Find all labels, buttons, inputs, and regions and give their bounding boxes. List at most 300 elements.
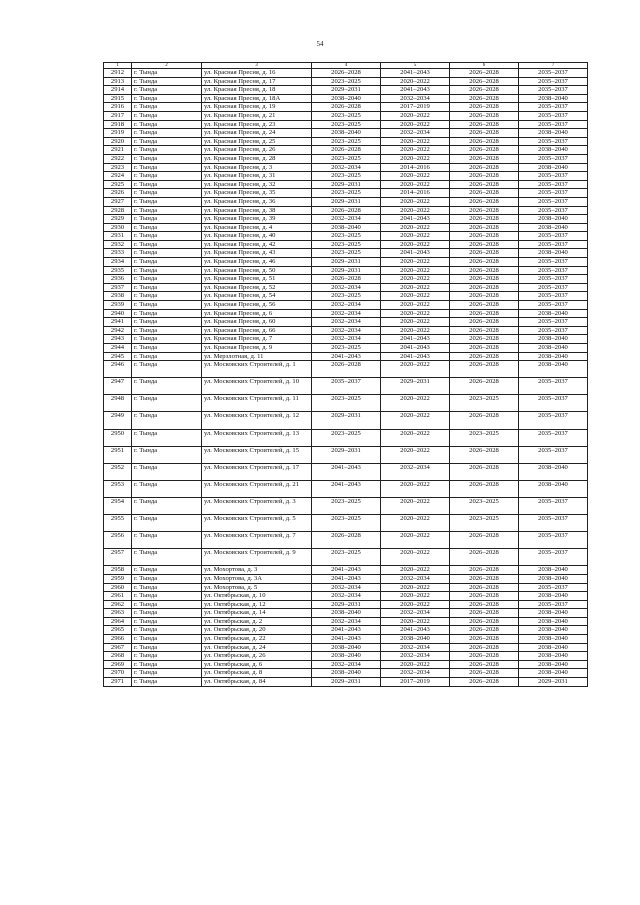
address-text: ул. Красная Пресня, д. 42	[204, 240, 276, 248]
register-table	[103, 62, 588, 687]
city-cell: г. Тында	[132, 154, 202, 163]
period-col6-cell: 2026–2028	[450, 626, 519, 635]
table-row	[104, 335, 588, 344]
address-text: ул. Октябрьская, д. 22	[204, 635, 266, 643]
period-col6-cell: 2023–2025	[450, 395, 519, 412]
table-row	[104, 180, 588, 189]
address-cell	[202, 395, 312, 412]
period-col5-cell: 2020–2022	[381, 446, 450, 463]
table-row	[104, 617, 588, 626]
address-text: ул. Красная Пресня, д. 52	[204, 283, 276, 291]
period-col5-cell: 2020–2022	[381, 154, 450, 163]
address-cell	[202, 566, 312, 575]
period-col4-cell: 2023–2025	[312, 515, 381, 532]
period-col6-cell: 2026–2028	[450, 172, 519, 181]
address-cell	[202, 626, 312, 635]
period-col6-cell: 2023–2025	[450, 429, 519, 446]
address-text: ул. Московских Строителей, д. 9	[204, 549, 296, 557]
period-col7-cell: 2035–2037	[519, 429, 588, 446]
period-col7-cell: 2035–2037	[519, 120, 588, 129]
table-row	[104, 660, 588, 669]
address-text: ул. Красная Пресня, д. 31	[204, 172, 276, 180]
address-cell	[202, 77, 312, 86]
address-cell	[202, 480, 312, 497]
period-col6-cell: 2026–2028	[450, 574, 519, 583]
address-text: ул. Московских Строителей, д. 7	[204, 532, 296, 540]
period-col4-cell: 2041–2043	[312, 352, 381, 361]
table-row	[104, 120, 588, 129]
table-row	[104, 137, 588, 146]
period-col5-cell: 2041–2043	[381, 626, 450, 635]
period-col7-cell: 2035–2037	[519, 412, 588, 429]
city-cell: г. Тында	[132, 480, 202, 497]
period-col5-cell: 2020–2022	[381, 326, 450, 335]
period-col7-cell: 2038–2040	[519, 635, 588, 644]
city-cell: г. Тында	[132, 344, 202, 353]
period-col4-cell: 2032–2034	[312, 592, 381, 601]
city-cell: г. Тында	[132, 249, 202, 258]
period-col5-cell: 2032–2034	[381, 643, 450, 652]
period-col5-cell: 2032–2034	[381, 463, 450, 480]
period-col7-cell: 2035–2037	[519, 86, 588, 95]
address-text: ул. Мохортова, д. 5	[204, 583, 258, 591]
address-text: ул. Октябрьская, д. 84	[204, 678, 266, 686]
column-number: 5	[381, 63, 450, 69]
period-col6-cell: 2026–2028	[450, 120, 519, 129]
address-cell	[202, 69, 312, 78]
address-text: ул. Красная Пресня, д. 25	[204, 137, 276, 145]
period-col5-cell: 2032–2034	[381, 652, 450, 661]
period-col7-cell: 2035–2037	[519, 549, 588, 566]
period-col7-cell: 2038–2040	[519, 669, 588, 678]
address-text: ул. Красная Пресня, д. 3	[204, 163, 273, 171]
table-row	[104, 635, 588, 644]
address-cell	[202, 137, 312, 146]
row-number: 2935	[104, 266, 132, 275]
address-text: ул. Октябрьская, д. 2	[204, 617, 263, 625]
period-col5-cell: 2020–2022	[381, 137, 450, 146]
row-number: 2945	[104, 352, 132, 361]
period-col5-cell: 2020–2022	[381, 111, 450, 120]
period-col7-cell: 2035–2037	[519, 258, 588, 267]
address-cell	[202, 446, 312, 463]
period-col7-cell: 2038–2040	[519, 566, 588, 575]
table-row	[104, 94, 588, 103]
table-row	[104, 344, 588, 353]
period-col6-cell: 2026–2028	[450, 566, 519, 575]
table-row	[104, 412, 588, 429]
city-cell: г. Тында	[132, 266, 202, 275]
table-row	[104, 626, 588, 635]
city-cell: г. Тында	[132, 617, 202, 626]
address-text: ул. Красная Пресня, д. 32	[204, 180, 276, 188]
period-col6-cell: 2026–2028	[450, 660, 519, 669]
address-cell	[202, 292, 312, 301]
city-cell: г. Тында	[132, 77, 202, 86]
address-text: ул. Московских Строителей, д. 21	[204, 480, 300, 488]
period-col7-cell: 2038–2040	[519, 335, 588, 344]
address-text: ул. Октябрьская, д. 6	[204, 660, 263, 668]
period-col4-cell: 2023–2025	[312, 189, 381, 198]
period-col7-cell: 2038–2040	[519, 574, 588, 583]
period-col4-cell: 2032–2034	[312, 301, 381, 310]
city-cell: г. Тында	[132, 137, 202, 146]
period-col4-cell: 2026–2028	[312, 146, 381, 155]
address-cell	[202, 600, 312, 609]
period-col5-cell: 2032–2034	[381, 129, 450, 138]
period-col4-cell: 2032–2034	[312, 326, 381, 335]
table-row	[104, 326, 588, 335]
row-number: 2960	[104, 583, 132, 592]
city-cell: г. Тында	[132, 335, 202, 344]
period-col5-cell: 2020–2022	[381, 223, 450, 232]
city-cell: г. Тында	[132, 446, 202, 463]
address-text: ул. Московских Строителей, д. 13	[204, 429, 300, 437]
period-col6-cell: 2026–2028	[450, 163, 519, 172]
address-cell	[202, 86, 312, 95]
address-cell	[202, 240, 312, 249]
city-cell: г. Тында	[132, 120, 202, 129]
period-col5-cell: 2020–2022	[381, 240, 450, 249]
address-cell	[202, 206, 312, 215]
city-cell: г. Тында	[132, 574, 202, 583]
period-col6-cell: 2026–2028	[450, 361, 519, 378]
row-number: 2917	[104, 111, 132, 120]
period-col5-cell: 2020–2022	[381, 309, 450, 318]
address-text: ул. Красная Пресня, д. 6	[204, 309, 273, 317]
row-number: 2932	[104, 240, 132, 249]
period-col4-cell: 2023–2025	[312, 395, 381, 412]
address-text: ул. Красная Пресня, д. 39	[204, 215, 276, 223]
period-col4-cell: 2032–2034	[312, 309, 381, 318]
period-col4-cell: 2023–2025	[312, 120, 381, 129]
period-col7-cell: 2035–2037	[519, 232, 588, 241]
period-col6-cell: 2026–2028	[450, 189, 519, 198]
period-col6-cell: 2026–2028	[450, 446, 519, 463]
period-col5-cell: 2020–2022	[381, 301, 450, 310]
address-cell	[202, 497, 312, 514]
table-row	[104, 643, 588, 652]
period-col6-cell: 2026–2028	[450, 154, 519, 163]
period-col5-cell: 2020–2022	[381, 549, 450, 566]
address-cell	[202, 258, 312, 267]
row-number: 2926	[104, 189, 132, 198]
period-col7-cell: 2035–2037	[519, 395, 588, 412]
address-cell	[202, 318, 312, 327]
address-text: ул. Московских Строителей, д. 3	[204, 497, 296, 505]
period-col5-cell: 2041–2043	[381, 352, 450, 361]
table-row	[104, 600, 588, 609]
period-col5-cell: 2020–2022	[381, 318, 450, 327]
row-number: 2967	[104, 643, 132, 652]
address-cell	[202, 120, 312, 129]
address-cell	[202, 592, 312, 601]
table-row	[104, 86, 588, 95]
period-col7-cell: 2038–2040	[519, 626, 588, 635]
city-cell: г. Тында	[132, 69, 202, 78]
row-number: 2924	[104, 172, 132, 181]
address-cell	[202, 172, 312, 181]
row-number: 2950	[104, 429, 132, 446]
period-col6-cell: 2026–2028	[450, 592, 519, 601]
row-number: 2920	[104, 137, 132, 146]
table-row	[104, 652, 588, 661]
period-col7-cell: 2035–2037	[519, 326, 588, 335]
period-col7-cell: 2035–2037	[519, 103, 588, 112]
period-col6-cell: 2026–2028	[450, 335, 519, 344]
address-text: ул. Красная Пресня, д. 23	[204, 120, 276, 128]
row-number: 2914	[104, 86, 132, 95]
period-col4-cell: 2032–2034	[312, 335, 381, 344]
period-col4-cell: 2029–2031	[312, 180, 381, 189]
period-col4-cell: 2032–2034	[312, 163, 381, 172]
period-col7-cell: 2035–2037	[519, 283, 588, 292]
period-col5-cell: 2020–2022	[381, 395, 450, 412]
address-text: ул. Красная Пресня, д. 66	[204, 326, 276, 334]
period-col6-cell: 2026–2028	[450, 77, 519, 86]
address-cell	[202, 583, 312, 592]
table-row	[104, 669, 588, 678]
address-cell	[202, 532, 312, 549]
period-col6-cell: 2026–2028	[450, 258, 519, 267]
period-col6-cell: 2026–2028	[450, 249, 519, 258]
city-cell: г. Тында	[132, 361, 202, 378]
address-cell	[202, 652, 312, 661]
address-cell	[202, 549, 312, 566]
period-col5-cell: 2020–2022	[381, 566, 450, 575]
period-col4-cell: 2023–2025	[312, 292, 381, 301]
period-col5-cell: 2020–2022	[381, 515, 450, 532]
address-text: ул. Октябрьская, д. 24	[204, 643, 266, 651]
period-col7-cell: 2035–2037	[519, 189, 588, 198]
period-col4-cell: 2038–2040	[312, 223, 381, 232]
address-cell	[202, 163, 312, 172]
table-row	[104, 215, 588, 224]
period-col5-cell: 2020–2022	[381, 292, 450, 301]
period-col7-cell: 2035–2037	[519, 515, 588, 532]
address-text: ул. Московских Строителей, д. 10	[204, 378, 300, 386]
address-cell	[202, 111, 312, 120]
period-col4-cell: 2038–2040	[312, 643, 381, 652]
row-number: 2966	[104, 635, 132, 644]
row-number: 2919	[104, 129, 132, 138]
row-number: 2931	[104, 232, 132, 241]
table-row	[104, 574, 588, 583]
table-row	[104, 352, 588, 361]
period-col7-cell: 2035–2037	[519, 180, 588, 189]
period-col5-cell: 2020–2022	[381, 283, 450, 292]
address-text: ул. Красная Пресня, д. 60	[204, 318, 276, 326]
table-row	[104, 240, 588, 249]
address-text: ул. Московских Строителей, д. 12	[204, 412, 300, 420]
address-text: ул. Красная Пресня, д. 50	[204, 266, 276, 274]
period-col6-cell: 2026–2028	[450, 643, 519, 652]
row-number: 2938	[104, 292, 132, 301]
period-col7-cell: 2038–2040	[519, 352, 588, 361]
table-row	[104, 429, 588, 446]
period-col7-cell: 2038–2040	[519, 592, 588, 601]
table-row	[104, 163, 588, 172]
period-col7-cell: 2038–2040	[519, 463, 588, 480]
period-col4-cell: 2029–2031	[312, 258, 381, 267]
address-text: ул. Красная Пресня, д. 40	[204, 232, 276, 240]
address-text: ул. Красная Пресня, д. 35	[204, 189, 276, 197]
city-cell: г. Тында	[132, 283, 202, 292]
period-col7-cell: 2035–2037	[519, 69, 588, 78]
period-col4-cell: 2029–2031	[312, 412, 381, 429]
row-number: 2958	[104, 566, 132, 575]
row-number: 2965	[104, 626, 132, 635]
period-col5-cell: 2032–2034	[381, 94, 450, 103]
period-col7-cell: 2038–2040	[519, 652, 588, 661]
address-cell	[202, 669, 312, 678]
row-number: 2936	[104, 275, 132, 284]
period-col6-cell: 2026–2028	[450, 600, 519, 609]
period-col6-cell: 2026–2028	[450, 215, 519, 224]
table-row	[104, 292, 588, 301]
period-col6-cell: 2026–2028	[450, 86, 519, 95]
period-col6-cell: 2026–2028	[450, 240, 519, 249]
address-cell	[202, 412, 312, 429]
row-number: 2951	[104, 446, 132, 463]
period-col6-cell: 2026–2028	[450, 223, 519, 232]
table-row	[104, 592, 588, 601]
period-col7-cell: 2035–2037	[519, 378, 588, 395]
address-text: ул. Красная Пресня, д. 17	[204, 77, 276, 85]
period-col6-cell: 2026–2028	[450, 180, 519, 189]
period-col5-cell: 2017–2019	[381, 678, 450, 687]
city-cell: г. Тында	[132, 258, 202, 267]
city-cell: г. Тында	[132, 275, 202, 284]
address-cell	[202, 283, 312, 292]
address-cell	[202, 643, 312, 652]
period-col5-cell: 2032–2034	[381, 669, 450, 678]
period-col4-cell: 2038–2040	[312, 129, 381, 138]
period-col5-cell: 2020–2022	[381, 592, 450, 601]
address-cell	[202, 326, 312, 335]
period-col5-cell: 2041–2043	[381, 69, 450, 78]
address-text: ул. Красная Пресня, д. 56	[204, 301, 276, 309]
period-col4-cell: 2029–2031	[312, 600, 381, 609]
period-col5-cell: 2020–2022	[381, 232, 450, 241]
period-col7-cell: 2038–2040	[519, 215, 588, 224]
period-col4-cell: 2026–2028	[312, 69, 381, 78]
period-col5-cell: 2041–2043	[381, 215, 450, 224]
city-cell: г. Тында	[132, 429, 202, 446]
address-text: ул. Октябрьская, д. 8	[204, 669, 263, 677]
row-number: 2959	[104, 574, 132, 583]
period-col5-cell: 2032–2034	[381, 609, 450, 618]
row-number: 2915	[104, 94, 132, 103]
city-cell: г. Тында	[132, 163, 202, 172]
period-col6-cell: 2026–2028	[450, 292, 519, 301]
period-col6-cell: 2026–2028	[450, 480, 519, 497]
period-col4-cell: 2023–2025	[312, 232, 381, 241]
period-col7-cell: 2035–2037	[519, 318, 588, 327]
period-col4-cell: 2023–2025	[312, 154, 381, 163]
table-row	[104, 266, 588, 275]
period-col7-cell: 2035–2037	[519, 137, 588, 146]
address-text: ул. Красная Пресня, д. 7	[204, 335, 273, 343]
table-row	[104, 678, 588, 687]
row-number: 2937	[104, 283, 132, 292]
period-col4-cell: 2023–2025	[312, 344, 381, 353]
table-row	[104, 249, 588, 258]
table-body	[104, 63, 588, 687]
period-col5-cell: 2020–2022	[381, 120, 450, 129]
row-number: 2970	[104, 669, 132, 678]
period-col5-cell: 2041–2043	[381, 249, 450, 258]
period-col5-cell: 2041–2043	[381, 335, 450, 344]
address-text: ул. Московских Строителей, д. 17	[204, 463, 300, 471]
table-row	[104, 69, 588, 78]
period-col7-cell: 2029–2031	[519, 678, 588, 687]
period-col5-cell: 2020–2022	[381, 146, 450, 155]
table-row	[104, 378, 588, 395]
city-cell: г. Тында	[132, 206, 202, 215]
city-cell: г. Тында	[132, 301, 202, 310]
column-number: 2	[132, 63, 202, 69]
row-number: 2947	[104, 378, 132, 395]
city-cell: г. Тында	[132, 378, 202, 395]
table-row	[104, 480, 588, 497]
city-cell: г. Тында	[132, 652, 202, 661]
period-col6-cell: 2026–2028	[450, 146, 519, 155]
city-cell: г. Тында	[132, 660, 202, 669]
period-col7-cell: 2038–2040	[519, 660, 588, 669]
city-cell: г. Тында	[132, 111, 202, 120]
period-col4-cell: 2029–2031	[312, 446, 381, 463]
table-row	[104, 583, 588, 592]
period-col4-cell: 2023–2025	[312, 77, 381, 86]
table-row	[104, 283, 588, 292]
address-text: ул. Красная Пресня, д. 16	[204, 69, 276, 76]
address-cell	[202, 574, 312, 583]
period-col4-cell: 2041–2043	[312, 574, 381, 583]
address-cell	[202, 617, 312, 626]
city-cell: г. Тында	[132, 180, 202, 189]
period-col4-cell: 2026–2028	[312, 103, 381, 112]
city-cell: г. Тында	[132, 515, 202, 532]
period-col6-cell: 2026–2028	[450, 137, 519, 146]
row-number: 2912	[104, 69, 132, 78]
period-col6-cell: 2026–2028	[450, 103, 519, 112]
address-cell	[202, 429, 312, 446]
period-col5-cell: 2020–2022	[381, 480, 450, 497]
period-col7-cell: 2038–2040	[519, 344, 588, 353]
period-col4-cell: 2023–2025	[312, 137, 381, 146]
period-col7-cell: 2035–2037	[519, 275, 588, 284]
period-col6-cell: 2026–2028	[450, 309, 519, 318]
period-col6-cell: 2026–2028	[450, 232, 519, 241]
row-number: 2943	[104, 335, 132, 344]
period-col6-cell: 2026–2028	[450, 669, 519, 678]
table-row	[104, 446, 588, 463]
period-col7-cell: 2038–2040	[519, 643, 588, 652]
period-col5-cell: 2020–2022	[381, 172, 450, 181]
period-col6-cell: 2026–2028	[450, 532, 519, 549]
period-col6-cell: 2026–2028	[450, 635, 519, 644]
row-number: 2939	[104, 301, 132, 310]
period-col6-cell: 2026–2028	[450, 412, 519, 429]
city-cell: г. Тында	[132, 146, 202, 155]
row-number: 2953	[104, 480, 132, 497]
table-row	[104, 232, 588, 241]
city-cell: г. Тында	[132, 197, 202, 206]
table-row	[104, 301, 588, 310]
period-col7-cell: 2038–2040	[519, 309, 588, 318]
period-col5-cell: 2020–2022	[381, 266, 450, 275]
